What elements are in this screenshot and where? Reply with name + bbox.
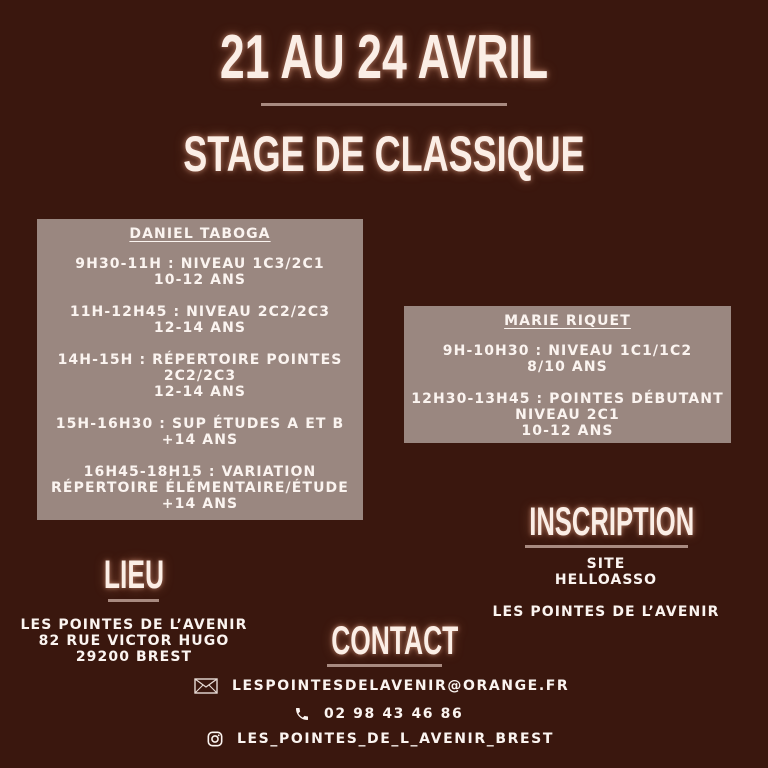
- instagram-text[interactable]: LES_POINTES_DE_L_AVENIR_BREST: [237, 731, 554, 747]
- session-item: [404, 391, 731, 439]
- address-line: LES POINTES DE L’AVENIR: [20, 617, 248, 633]
- session-age: +14 ANS: [161, 496, 239, 512]
- session-age: 12-14 ANS: [153, 320, 247, 336]
- schedule-box-daniel-taboga: [37, 219, 363, 520]
- session-time-level: 9H-10H30 : NIVEAU 1C1/1C2: [442, 343, 693, 359]
- contact-heading: CONTACT: [331, 619, 459, 663]
- session-level: 2C2/2C3: [163, 368, 237, 384]
- inscription-info: [486, 556, 726, 620]
- inscription-divider: [525, 545, 688, 548]
- session-item: [37, 256, 363, 288]
- title-divider: [261, 103, 507, 106]
- session-age: +14 ANS: [161, 432, 239, 448]
- phone-text[interactable]: 02 98 43 46 86: [324, 706, 464, 722]
- event-subtitle: STAGE DE CLASSIQUE: [183, 126, 585, 182]
- contact-instagram[interactable]: [207, 731, 554, 747]
- inscription-line: SITE: [586, 556, 626, 572]
- envelope-icon: [194, 678, 218, 694]
- session-age: 12-14 ANS: [153, 384, 247, 400]
- session-age: 10-12 ANS: [153, 272, 247, 288]
- event-dates-title: 21 AU 24 AVRIL: [219, 23, 549, 92]
- session-time-level: 9H30-11H : NIVEAU 1C3/2C1: [75, 256, 325, 272]
- session-time-level: 16H45-18H15 : VARIATION: [83, 464, 317, 480]
- inscription-heading: INSCRIPTION: [529, 500, 695, 544]
- schedule-box-marie-riquet: [404, 306, 731, 443]
- session-item: [37, 304, 363, 336]
- session-item: [37, 416, 363, 448]
- address-line: 29200 BREST: [75, 649, 193, 665]
- contact-email[interactable]: [194, 678, 569, 694]
- lieu-heading: LIEU: [103, 553, 165, 597]
- session-time-level: 14H-15H : RÉPERTOIRE POINTES: [57, 352, 343, 368]
- inscription-org: LES POINTES DE L’AVENIR: [492, 604, 720, 620]
- teacher-name: DANIEL TABOGA: [129, 226, 271, 242]
- session-item: [404, 343, 731, 375]
- session-time-level: 12H30-13H45 : POINTES DÉBUTANT: [411, 391, 724, 407]
- address-line: 82 RUE VICTOR HUGO: [38, 633, 230, 649]
- session-age: 8/10 ANS: [527, 359, 608, 375]
- contact-phone[interactable]: [294, 706, 463, 722]
- teacher-name: MARIE RIQUET: [504, 313, 631, 329]
- instagram-icon: [207, 731, 223, 747]
- session-time-level: 11H-12H45 : NIVEAU 2C2/2C3: [69, 304, 331, 320]
- email-text[interactable]: LESPOINTESDELAVENIR@ORANGE.FR: [232, 678, 570, 694]
- session-level: NIVEAU 2C1: [515, 407, 620, 423]
- phone-icon: [294, 706, 310, 722]
- session-item: [37, 464, 363, 512]
- session-level: RÉPERTOIRE ÉLÉMENTAIRE/ÉTUDE: [51, 480, 349, 496]
- inscription-line: HELLOASSO: [554, 572, 658, 588]
- contact-divider: [327, 664, 442, 667]
- lieu-address: [0, 617, 268, 665]
- session-age: 10-12 ANS: [521, 423, 614, 439]
- session-time-level: 15H-16H30 : SUP ÉTUDES A ET B: [55, 416, 345, 432]
- session-item: [37, 352, 363, 400]
- lieu-divider: [108, 599, 159, 602]
